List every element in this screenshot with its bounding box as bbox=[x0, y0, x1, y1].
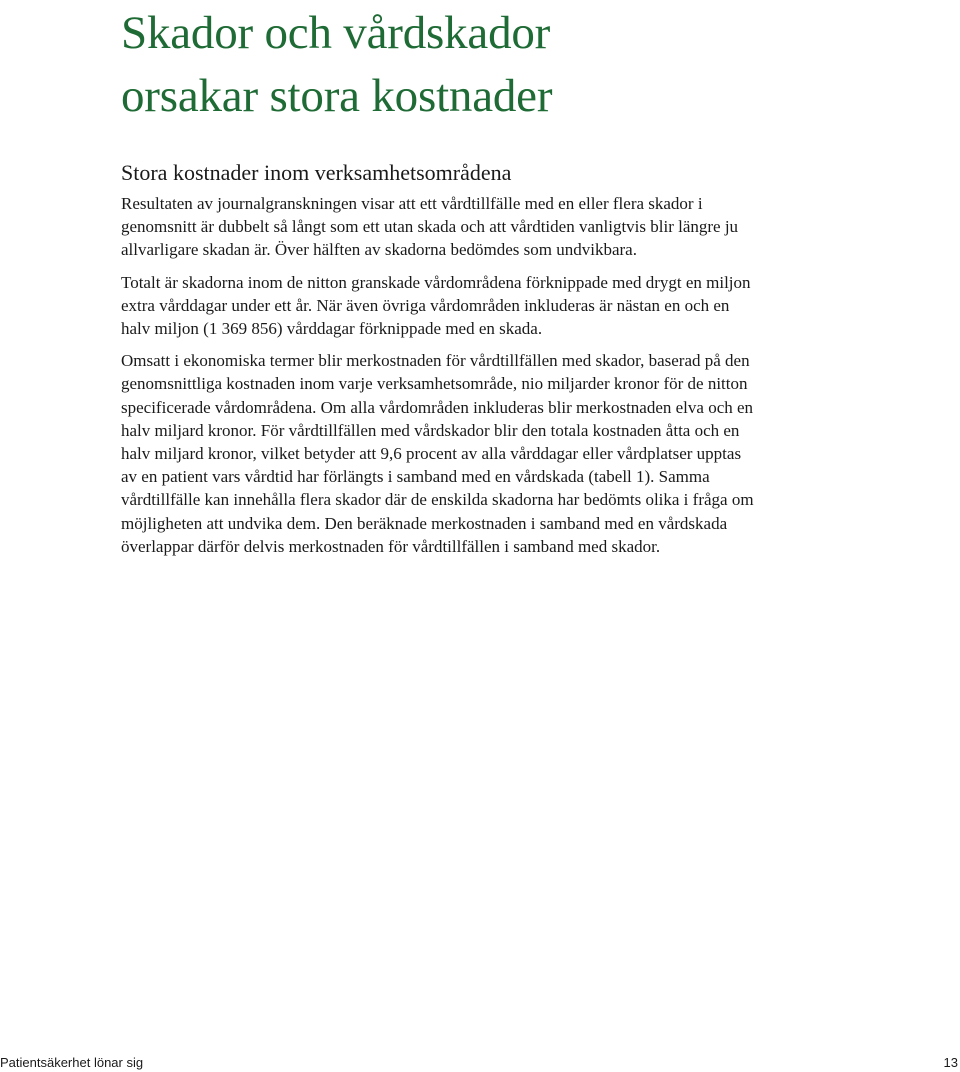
section-heading: Stora kostnader inom verksamhetsområdena bbox=[121, 160, 512, 185]
body-paragraph-2: Totalt är skadorna inom de nitton granskade vårdområdena förknippade med drygt en miljon extra vårddagar under ett år. När även övriga vårdområden inkluderas är nästan en och en halv miljon (1 369 856) vårddagar förknippade med en skada. bbox=[121, 272, 751, 339]
page-title-line-2: orsakar stora kostnader bbox=[121, 70, 553, 122]
body-paragraph-3: Omsatt i ekonomiska termer blir merkostnaden för vårdtillfällen med skador, baserad på den genomsnittliga kostnaden inom varje verksamhetsområde, nio miljarder kronor för de nitton specificerade vårdområdena. Om alla vårdområden inkluderas blir merkostnaden elva och en halv miljard kronor. För vårdtillfällen med vårdskador blir den totala kostnaden åtta och en halv miljard kronor, vilket betyder att 9,6 procent av alla vårddagar eller vårdplatser upptas av en patient vars vårdtid har förlängts i samband med en vårdskada (tabell 1). Samma vårdtillfälle kan innehålla flera skador där de enskilda skadorna har bedömts olika i fråga om möjligheten att undvika dem. Den beräknade merkostnaden i samband med en vårdskada överlappar därför delvis merkostnaden för vårdtillfällen i samband med skador. bbox=[121, 351, 754, 556]
page-title bbox=[121, 0, 761, 128]
footer-publication-title: Patientsäkerhet lönar sig bbox=[0, 1055, 144, 1070]
page-title-line-1: Skador och vårdskador bbox=[121, 7, 551, 59]
footer-page-number: 13 bbox=[943, 1055, 958, 1070]
body-paragraph-1: Resultaten av journalgranskningen visar att ett vårdtillfälle med en eller flera skador i genomsnitt är dubbelt så långt som ett utan skada och att vårdtiden vanligtvis blir längre ju allvarligare skadan är. Över hälften av skadorna bedömdes som undvikbara. bbox=[121, 194, 739, 260]
page-content bbox=[121, 0, 761, 558]
